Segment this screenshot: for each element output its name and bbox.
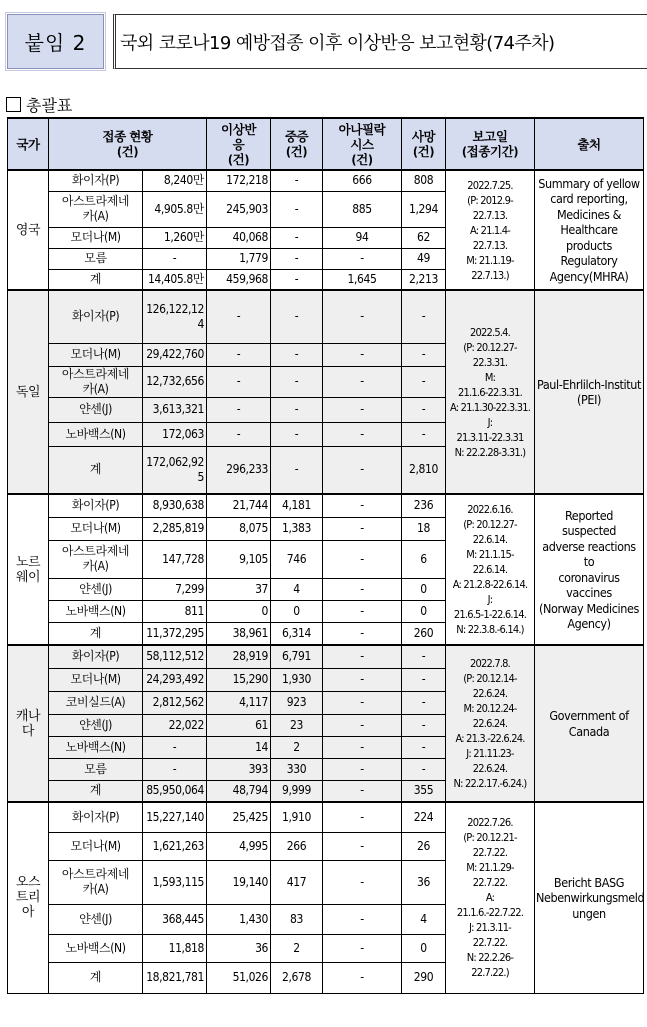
value-cell: - xyxy=(323,494,402,517)
value-cell: 12,732,656 xyxy=(143,366,207,397)
vaccine-cell: 계 xyxy=(49,622,143,645)
value-cell: 18,821,781 xyxy=(143,962,207,993)
country-cell: 노르 웨이 xyxy=(8,494,49,645)
value-cell: 29,422,760 xyxy=(143,343,207,366)
value-cell: - xyxy=(207,422,271,446)
value-cell: 126,122,12 4 xyxy=(143,290,207,343)
vaccine-cell: 모름 xyxy=(49,248,143,269)
source-cell: Bericht BASG Nebenwirkungsmeld ungen xyxy=(535,802,644,993)
value-cell: 6,791 xyxy=(271,645,323,668)
value-cell: 24,293,492 xyxy=(143,668,207,691)
value-cell: 0 xyxy=(402,578,446,600)
value-cell: 1,645 xyxy=(323,269,402,290)
value-cell: - xyxy=(143,248,207,269)
vaccine-cell: 얀센(J) xyxy=(49,397,143,422)
column-header: 사망 (건) xyxy=(402,118,446,170)
value-cell: - xyxy=(323,962,402,993)
vaccine-cell: 계 xyxy=(49,962,143,993)
table-row xyxy=(8,290,644,343)
value-cell: - xyxy=(402,366,446,397)
value-cell: 2,213 xyxy=(402,269,446,290)
summary-table xyxy=(7,117,644,994)
vaccine-cell: 계 xyxy=(49,446,143,494)
vaccine-cell: 화이자(P) xyxy=(49,802,143,832)
value-cell: 746 xyxy=(271,540,323,578)
value-cell: - xyxy=(402,714,446,736)
value-cell: - xyxy=(402,736,446,758)
vaccine-cell: 아스트라제네 카(A) xyxy=(49,366,143,397)
value-cell: - xyxy=(323,517,402,540)
value-cell: - xyxy=(143,736,207,758)
table-row xyxy=(8,170,644,191)
value-cell: - xyxy=(402,422,446,446)
vaccine-cell: 얀센(J) xyxy=(49,578,143,600)
vaccine-cell: 화이자(P) xyxy=(49,494,143,517)
value-cell: 245,903 xyxy=(207,191,271,227)
value-cell: - xyxy=(402,668,446,691)
value-cell: 1,294 xyxy=(402,191,446,227)
vaccine-cell: 아스트라제네 카(A) xyxy=(49,860,143,904)
value-cell: 36 xyxy=(207,934,271,962)
value-cell: - xyxy=(323,600,402,622)
value-cell: - xyxy=(323,343,402,366)
value-cell: - xyxy=(323,422,402,446)
value-cell: 290 xyxy=(402,962,446,993)
value-cell: 296,233 xyxy=(207,446,271,494)
value-cell: 2 xyxy=(271,934,323,962)
value-cell: - xyxy=(323,758,402,780)
column-header: 이상반 응 (건) xyxy=(207,118,271,170)
value-cell: 48,794 xyxy=(207,780,271,802)
value-cell: 26 xyxy=(402,832,446,860)
value-cell: 28,919 xyxy=(207,645,271,668)
value-cell: 4 xyxy=(402,904,446,934)
country-cell: 독일 xyxy=(8,290,49,494)
country-cell: 오스 트리 아 xyxy=(8,802,49,993)
value-cell: 37 xyxy=(207,578,271,600)
vaccine-cell: 노바백스(N) xyxy=(49,736,143,758)
value-cell: 0 xyxy=(402,934,446,962)
value-cell: - xyxy=(207,290,271,343)
value-cell: 23 xyxy=(271,714,323,736)
report-date-cell: 2022.7.8. (P: 20.12.14- 22.6.24. M: 20.12.24- 22.6.24. A: 21.3.-22.6.24. J: 21.11.23- 22.6.24. N: 22.2.17.-6.24.) xyxy=(446,645,535,802)
page-title: 국외 코로나19 예방접종 이후 이상반응 보고현황(74주차) xyxy=(113,14,647,69)
value-cell: 368,445 xyxy=(143,904,207,934)
value-cell: - xyxy=(402,397,446,422)
value-cell: - xyxy=(271,366,323,397)
vaccine-cell: 노바백스(N) xyxy=(49,422,143,446)
value-cell: 260 xyxy=(402,622,446,645)
value-cell: 58,112,512 xyxy=(143,645,207,668)
value-cell: 15,227,140 xyxy=(143,802,207,832)
vaccine-cell: 계 xyxy=(49,780,143,802)
value-cell: 355 xyxy=(402,780,446,802)
value-cell: - xyxy=(271,422,323,446)
country-cell: 영국 xyxy=(8,170,49,290)
value-cell: - xyxy=(271,343,323,366)
vaccine-cell: 모름 xyxy=(49,758,143,780)
appendix-label: 붙임 2 xyxy=(7,14,104,69)
value-cell: - xyxy=(402,290,446,343)
value-cell: 1,621,263 xyxy=(143,832,207,860)
value-cell: - xyxy=(323,645,402,668)
value-cell: 83 xyxy=(271,904,323,934)
value-cell: - xyxy=(323,780,402,802)
column-header: 국가 xyxy=(8,118,49,170)
country-cell: 캐나 다 xyxy=(8,645,49,802)
vaccine-cell: 화이자(P) xyxy=(49,645,143,668)
vaccine-cell: 모더나(M) xyxy=(49,668,143,691)
value-cell: - xyxy=(271,269,323,290)
value-cell: 885 xyxy=(323,191,402,227)
value-cell: 811 xyxy=(143,600,207,622)
value-cell: 9,999 xyxy=(271,780,323,802)
value-cell: - xyxy=(323,366,402,397)
source-cell: Government of Canada xyxy=(535,645,644,802)
report-date-cell: 2022.6.16. (P: 20.12.27- 22.6.14. M: 21.1.15- 22.6.14. A: 21.2.8-22.6.14. J: 21.6.5-1-22.6.14. N: 22.3.8.-6.14.) xyxy=(446,494,535,645)
value-cell: 15,290 xyxy=(207,668,271,691)
value-cell: - xyxy=(143,758,207,780)
value-cell: - xyxy=(323,860,402,904)
value-cell: 85,950,064 xyxy=(143,780,207,802)
value-cell: 1,430 xyxy=(207,904,271,934)
value-cell: 11,818 xyxy=(143,934,207,962)
value-cell: 11,372,295 xyxy=(143,622,207,645)
value-cell: - xyxy=(271,397,323,422)
source-cell: Summary of yellow card reporting, Medicines & Healthcare products Regulatory Agency(MHRA) xyxy=(535,170,644,290)
value-cell: 1,910 xyxy=(271,802,323,832)
value-cell: 25,425 xyxy=(207,802,271,832)
value-cell: 8,240만 xyxy=(143,170,207,191)
value-cell: 393 xyxy=(207,758,271,780)
report-date-cell: 2022.7.25. (P: 2012.9- 22.7.13. A: 21.1.4- 22.7.13. M: 21.1.19- 22.7.13.) xyxy=(446,170,535,290)
value-cell: 1,383 xyxy=(271,517,323,540)
value-cell: 49 xyxy=(402,248,446,269)
value-cell: 94 xyxy=(323,227,402,248)
value-cell: - xyxy=(323,578,402,600)
source-cell: Paul-Ehrlilch-Institut (PEI) xyxy=(535,290,644,494)
value-cell: 14 xyxy=(207,736,271,758)
value-cell: 4,181 xyxy=(271,494,323,517)
vaccine-cell: 노바백스(N) xyxy=(49,934,143,962)
column-header: 중증 (건) xyxy=(271,118,323,170)
value-cell: - xyxy=(207,366,271,397)
vaccine-cell: 코비실드(A) xyxy=(49,691,143,714)
value-cell: 266 xyxy=(271,832,323,860)
value-cell: 51,026 xyxy=(207,962,271,993)
value-cell: - xyxy=(271,227,323,248)
value-cell: - xyxy=(207,343,271,366)
vaccine-cell: 모더나(M) xyxy=(49,832,143,860)
value-cell: 8,930,638 xyxy=(143,494,207,517)
value-cell: - xyxy=(402,758,446,780)
value-cell: - xyxy=(323,904,402,934)
value-cell: - xyxy=(323,397,402,422)
column-header: 아나필락 시스 (건) xyxy=(323,118,402,170)
value-cell: - xyxy=(323,446,402,494)
value-cell: 19,140 xyxy=(207,860,271,904)
vaccine-cell: 모더나(M) xyxy=(49,517,143,540)
value-cell: - xyxy=(402,691,446,714)
value-cell: - xyxy=(271,248,323,269)
report-date-cell: 2022.5.4. (P: 20.12.27- 22.3.31. M: 21.1.6-22.3.31. A: 21.1.30-22.3.31. J: 21.3.11-22.3.31 N: 22.2.28-3.31.) xyxy=(446,290,535,494)
value-cell: 172,062,92 5 xyxy=(143,446,207,494)
value-cell: 1,779 xyxy=(207,248,271,269)
vaccine-cell: 모더나(M) xyxy=(49,343,143,366)
value-cell: 4,905.8만 xyxy=(143,191,207,227)
value-cell: 22,022 xyxy=(143,714,207,736)
value-cell: - xyxy=(323,832,402,860)
value-cell: 4,117 xyxy=(207,691,271,714)
value-cell: 4 xyxy=(271,578,323,600)
value-cell: 4,995 xyxy=(207,832,271,860)
column-header: 보고일 (접종기간) xyxy=(446,118,535,170)
value-cell: - xyxy=(402,343,446,366)
vaccine-cell: 얀센(J) xyxy=(49,714,143,736)
value-cell: 330 xyxy=(271,758,323,780)
vaccine-cell: 계 xyxy=(49,269,143,290)
value-cell: 172,218 xyxy=(207,170,271,191)
value-cell: - xyxy=(323,540,402,578)
vaccine-cell: 화이자(P) xyxy=(49,290,143,343)
value-cell: 2,810 xyxy=(402,446,446,494)
value-cell: 38,961 xyxy=(207,622,271,645)
value-cell: 147,728 xyxy=(143,540,207,578)
value-cell: 36 xyxy=(402,860,446,904)
vaccine-cell: 아스트라제네 카(A) xyxy=(49,191,143,227)
column-header: 접종 현황 (건) xyxy=(49,118,207,170)
checkbox-square-icon xyxy=(6,97,21,112)
value-cell: 417 xyxy=(271,860,323,904)
value-cell: 6,314 xyxy=(271,622,323,645)
source-cell: Reported suspected adverse reactions to coronavirus vaccines (Norway Medicines Agency) xyxy=(535,494,644,645)
value-cell: - xyxy=(323,802,402,832)
value-cell: 808 xyxy=(402,170,446,191)
value-cell: - xyxy=(323,691,402,714)
vaccine-cell: 모더나(M) xyxy=(49,227,143,248)
value-cell: 2,812,562 xyxy=(143,691,207,714)
value-cell: 6 xyxy=(402,540,446,578)
value-cell: 0 xyxy=(402,600,446,622)
value-cell: 1,260만 xyxy=(143,227,207,248)
value-cell: - xyxy=(323,934,402,962)
value-cell: - xyxy=(271,191,323,227)
value-cell: 236 xyxy=(402,494,446,517)
table-row xyxy=(8,802,644,832)
value-cell: - xyxy=(323,248,402,269)
value-cell: 14,405.8만 xyxy=(143,269,207,290)
value-cell: - xyxy=(271,170,323,191)
value-cell: 9,105 xyxy=(207,540,271,578)
value-cell: - xyxy=(323,714,402,736)
value-cell: 923 xyxy=(271,691,323,714)
value-cell: 1,593,115 xyxy=(143,860,207,904)
value-cell: 21,744 xyxy=(207,494,271,517)
value-cell: - xyxy=(323,290,402,343)
column-header: 출처 xyxy=(535,118,644,170)
value-cell: 18 xyxy=(402,517,446,540)
value-cell: - xyxy=(323,622,402,645)
value-cell: 7,299 xyxy=(143,578,207,600)
value-cell: - xyxy=(323,736,402,758)
value-cell: - xyxy=(323,668,402,691)
value-cell: - xyxy=(402,645,446,668)
value-cell: 224 xyxy=(402,802,446,832)
value-cell: - xyxy=(271,446,323,494)
value-cell: 1,930 xyxy=(271,668,323,691)
value-cell: 0 xyxy=(207,600,271,622)
table-row xyxy=(8,645,644,668)
value-cell: 8,075 xyxy=(207,517,271,540)
value-cell: 2,678 xyxy=(271,962,323,993)
vaccine-cell: 화이자(P) xyxy=(49,170,143,191)
value-cell: 2 xyxy=(271,736,323,758)
table-row xyxy=(8,494,644,517)
value-cell: 666 xyxy=(323,170,402,191)
value-cell: 459,968 xyxy=(207,269,271,290)
value-cell: 3,613,321 xyxy=(143,397,207,422)
value-cell: 40,068 xyxy=(207,227,271,248)
vaccine-cell: 얀센(J) xyxy=(49,904,143,934)
section-heading: 총괄표 xyxy=(6,94,72,114)
value-cell: 61 xyxy=(207,714,271,736)
value-cell: 172,063 xyxy=(143,422,207,446)
report-date-cell: 2022.7.26. (P: 20.12.21- 22.7.22. M: 21.1.29- 22.7.22. A: 21.1.6.-22.7.22. J: 21.3.11- 22.7.22. N: 22.2.26- 22.7.22.) xyxy=(446,802,535,993)
table-header-row xyxy=(8,118,644,170)
vaccine-cell: 아스트라제네 카(A) xyxy=(49,540,143,578)
vaccine-cell: 노바백스(N) xyxy=(49,600,143,622)
value-cell: 2,285,819 xyxy=(143,517,207,540)
value-cell: - xyxy=(271,290,323,343)
value-cell: 0 xyxy=(271,600,323,622)
value-cell: - xyxy=(207,397,271,422)
value-cell: 62 xyxy=(402,227,446,248)
